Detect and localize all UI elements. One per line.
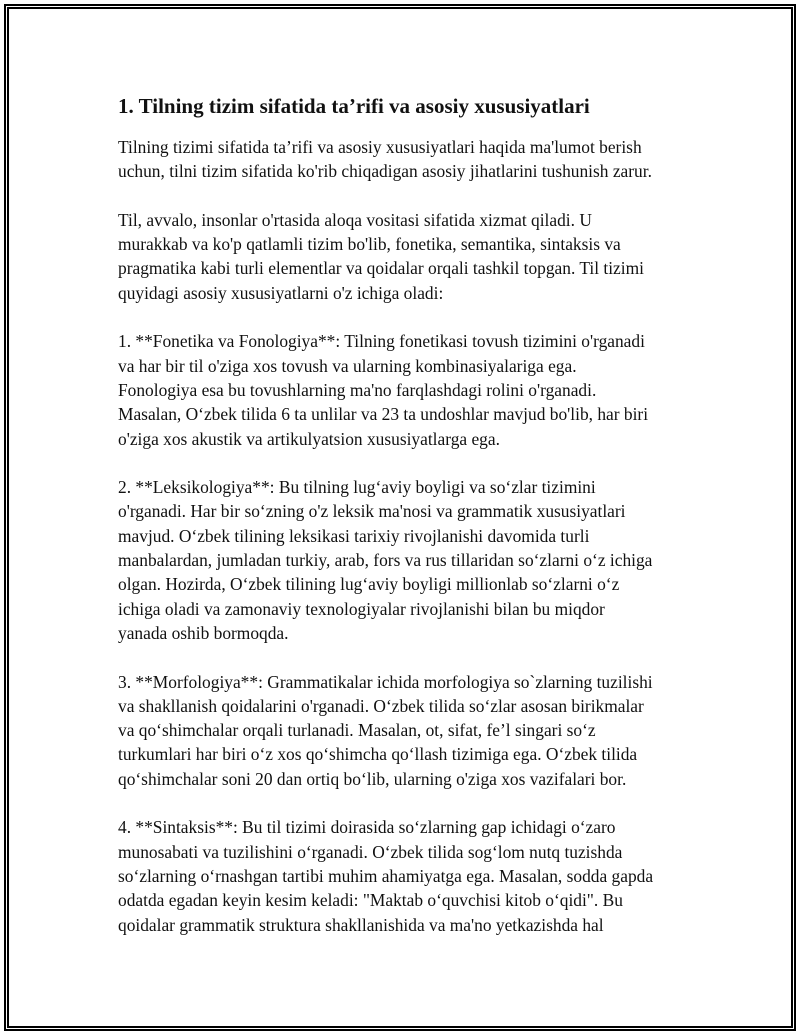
text-line: odatda egadan keyin kesim keladi: "Maktab o‘quvchisi kitob o‘qidi". Bu (118, 890, 623, 911)
text-line: va har bir til o'ziga xos tovush va ularning kombinasiyalariga ega. (118, 355, 577, 376)
text-line: qo‘shimchalar soni 20 dan ortiq bo‘lib, ularning o'ziga xos vazifalari bor. (118, 768, 627, 789)
text-line: uchun, tilni tizim sifatida ko'rib chiqadigan asosiy jihatlarini tushunish zarur. (118, 161, 652, 182)
section-title: 1. Tilning tizim sifatida ta’rifi va asosiy xususiyatlari (118, 94, 590, 118)
text-line: Til, avvalo, insonlar o'rtasida aloqa vositasi sifatida xizmat qiladi. U (118, 209, 592, 230)
text-line: pragmatika kabi turli elementlar va qoidalar orqali tashkil topgan. Til tizimi (118, 258, 644, 279)
text-line: o'rganadi. Har bir so‘zning o'z leksik ma'nosi va grammatik xususiyatlari (118, 501, 626, 522)
text-line: 3. **Morfologiya**: Grammatikalar ichida morfologiya so`zlarning tuzilishi (118, 671, 653, 692)
text-line: mavjud. O‘zbek tilining leksikasi tarixiy rivojlanishi davomida turli (118, 525, 590, 546)
text-line: turkumlari har biri o‘z xos qo‘shimcha qo‘llash tizimiga ega. O‘zbek tilida (118, 744, 638, 765)
text-line: quyidagi asosiy xususiyatlarni o'z ichiga oladi: (118, 282, 444, 303)
text-line: va shakllanish qoidalarini o'rganadi. O‘zbek tilida so‘zlar asosan birikmalar (118, 695, 644, 716)
paragraph-syntax (118, 815, 698, 936)
text-line: qoidalar grammatik struktura shakllanishida va ma'no yetkazishda hal (118, 914, 604, 935)
paragraph-morphology (118, 670, 698, 791)
text-line: manbalardan, jumladan turkiy, arab, fors va rus tillaridan so‘zlarni o‘z ichiga (118, 550, 653, 571)
text-line: munosabati va tuzilishini o‘rganadi. O‘zbek tilida sog‘lom nutq tuzishda (118, 841, 623, 862)
text-line: 4. **Sintaksis**: Bu til tizimi doirasida so‘zlarning gap ichidagi o‘zaro (118, 817, 616, 838)
paragraph-lexicology (118, 475, 698, 645)
text-line: o'ziga xos akustik va artikulyatsion xususiyatlarga ega. (118, 428, 500, 449)
text-line: 1. **Fonetika va Fonologiya**: Tilning fonetikasi tovush tizimini o'rganadi (118, 331, 645, 352)
text-line: Fonologiya esa bu tovushlarning ma'no farqlashdagi rolini o'rganadi. (118, 379, 597, 400)
paragraph-phonetics (118, 329, 698, 450)
text-line: olgan. Hozirda, O‘zbek tilining lug‘aviy boyligi millionlab so‘zlarni o‘z (118, 574, 620, 595)
text-line: murakkab va ko'p qatlamli tizim bo'lib, fonetika, semantika, sintaksis va (118, 234, 621, 255)
paragraph-language-overview (118, 208, 698, 305)
text-line: Tilning tizimi sifatida ta’rifi va asosiy xususiyatlari haqida ma'lumot berish (118, 137, 642, 157)
document-body (118, 92, 698, 961)
text-line: yanada oshib bormoqda. (118, 622, 289, 643)
text-line: Masalan, O‘zbek tilida 6 ta unlilar va 23 ta undoshlar mavjud bo'lib, har biri (118, 404, 649, 425)
paragraph-intro (118, 135, 698, 184)
text-line: ichiga oladi va zamonaviy texnologiyalar rivojlanishi bilan bu miqdor (118, 598, 605, 619)
text-line: so‘zlarning o‘rnashgan tartibi muhim ahamiyatga ega. Masalan, sodda gapda (118, 865, 654, 886)
text-line: va qo‘shimchalar orqali turlanadi. Masalan, ot, sifat, fe’l singari so‘z (118, 720, 596, 741)
text-line: 2. **Leksikologiya**: Bu tilning lug‘aviy boyligi va so‘zlar tizimini (118, 477, 596, 498)
